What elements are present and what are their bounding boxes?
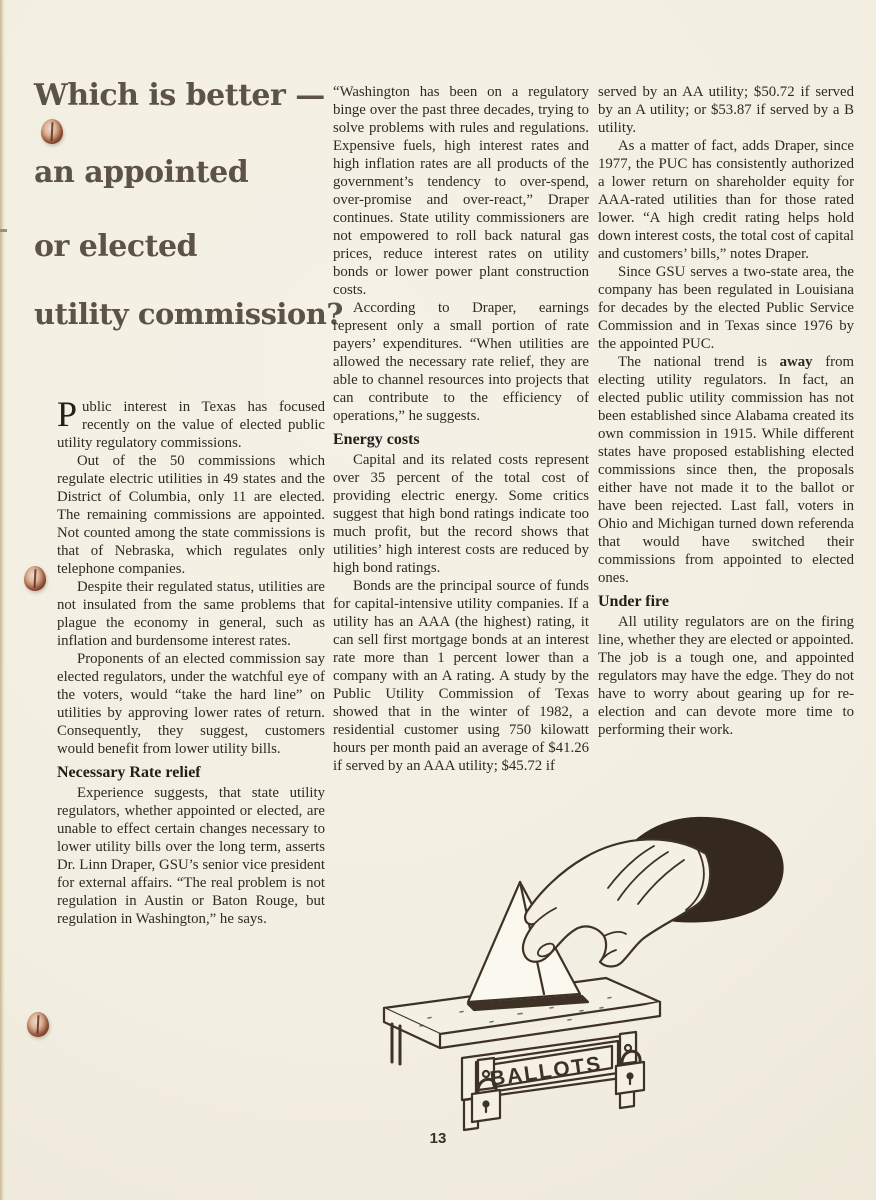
column-1 bbox=[57, 394, 325, 928]
bean-bullet-icon bbox=[24, 566, 46, 591]
column-3 bbox=[598, 83, 854, 739]
section-heading-under-fire: Under fire bbox=[598, 593, 669, 610]
bean-bullet-icon bbox=[27, 1012, 49, 1037]
title-line-1: Which is better — bbox=[34, 78, 325, 113]
paragraph: served by an AA utility; $50.72 if served by an A utility; or $53.87 if served by a B utility. bbox=[598, 84, 854, 136]
section-heading-rate-relief: Necessary Rate relief bbox=[57, 764, 201, 781]
paragraph-text: from electing utility regulators. In fact, an elected public utility commission has not been established since Alabama created its own commission in 1915. While different states have proposed establishing elected commissions since then, the proposals either have not made it to the ballot or have been rejected. Last fall, voters in Ohio and Michigan turned down referenda that would have switched their commissions from appointed to elected ones. bbox=[598, 354, 854, 586]
paragraph: Proponents of an elected commission say elected regulators, under the watchful eye of the voters, would “take the hard line” on utilities by approving lower rates of return. Consequently, they suggest, customers would benefit from lower utility bills. bbox=[57, 651, 325, 757]
hand-shape bbox=[523, 839, 710, 966]
section-heading-energy-costs: Energy costs bbox=[333, 431, 420, 448]
title-line-2: an appointed bbox=[34, 155, 249, 190]
paragraph: All utility regulators are on the firing line, whether they are elected or appointed. The job is a tough one, and appointed regulators may have the edge. They do not have to worry about gearing up for re-election and can devote more time to performing their work. bbox=[598, 614, 854, 738]
paragraph: According to Draper, earnings represent only a small portion of rate payers’ expenditures. “When utilities are allowed the necessary rate relief, they are able to channel resources into projects that can contribute to the efficiency of operations,” he suggests. bbox=[333, 300, 589, 424]
title-line-4: utility commission? bbox=[34, 297, 343, 331]
article-title bbox=[34, 0, 364, 360]
page-left-edge bbox=[0, 0, 5, 1200]
paragraph: Bonds are the principal source of funds for capital-intensive utility companies. If a utility has an AAA (the highest) rating, it can sell first mortgage bonds at an interest rate more than 1 percent lower than a company with an A rating. A study by the Public Utility Commission of Texas showed that in the winter of 1982, a residential customer using 750 kilowatt hours per month paid an average of $41.26 if served by an AAA utility; $45.72 if bbox=[333, 578, 589, 774]
drop-cap: P bbox=[57, 394, 78, 434]
paragraph-text: ublic interest in Texas has focused recently on the value of elected public utility regulatory commissions. bbox=[57, 399, 325, 451]
paragraph: Experience suggests, that state utility regulators, whether appointed or elected, are unable to effect certain changes necessary to lower utility bills over the long term, asserts Dr. Linn Draper, GSU’s senior vice president for external affairs. “The real problem is not regulation in Austin or Baton Rouge, but regulation in Washington,” he says. bbox=[57, 785, 325, 927]
paragraph-text: The national trend is bbox=[617, 354, 780, 370]
ballot-box-label: BALLOTS bbox=[488, 1052, 604, 1091]
column-2 bbox=[333, 83, 589, 775]
paragraph: Out of the 50 commissions which regulate electric utilities in 49 states and the District of Columbia, only 11 are elected. The remaining commissions are appointed. Not counted among the state commissions is that of Nebraska, which regulates only telephone companies. bbox=[57, 453, 325, 577]
paragraph: Since GSU serves a two-state area, the company has been regulated in Louisiana for decades by the elected Public Service Commission and in Texas since 1976 by the appointed PUC. bbox=[598, 264, 854, 352]
scan-artifact bbox=[0, 229, 7, 232]
paragraph bbox=[57, 394, 325, 452]
paragraph: Capital and its related costs represent over 35 percent of the total cost of providing electric energy. Some critics suggest that high bond ratings indicate too much profit, but the record shows that utilities’ high interest costs are reduced by high bond ratings. bbox=[333, 452, 589, 576]
bean-bullet-icon bbox=[41, 119, 63, 144]
paragraph: Despite their regulated status, utilities are not insulated from the same problems that plague the economy in general, such as inflation and burdensome interest rates. bbox=[57, 579, 325, 649]
paragraph: “Washington has been on a regulatory binge over the past three decades, trying to solve problems with rules and regulations. Expensive fuels, high interest rates and high inflation rates are all products of the government’s tendency to over-spend, over-promise and over-react,” Draper continues. State utility commissioners are not empowered to roll back natural gas prices, reduce interest rates on utility bonds or lower power plant construction costs. bbox=[333, 84, 589, 298]
emphasized-word: away bbox=[779, 354, 813, 370]
padlock-right bbox=[616, 1032, 644, 1094]
page-number: 13 bbox=[429, 1130, 447, 1147]
box-leg-left-far bbox=[392, 1024, 400, 1064]
paragraph bbox=[598, 353, 854, 587]
title-line-3: or elected bbox=[34, 229, 198, 264]
paragraph: As a matter of fact, adds Draper, since 1977, the PUC has consistently authorized a lower return on shareholder equity for AAA-rated utilities than for those rated lower. “A high credit rating helps hold down interest costs, the total cost of capital and customers’ bills,” notes Draper. bbox=[598, 138, 854, 262]
ballot-box-illustration bbox=[368, 812, 788, 1142]
